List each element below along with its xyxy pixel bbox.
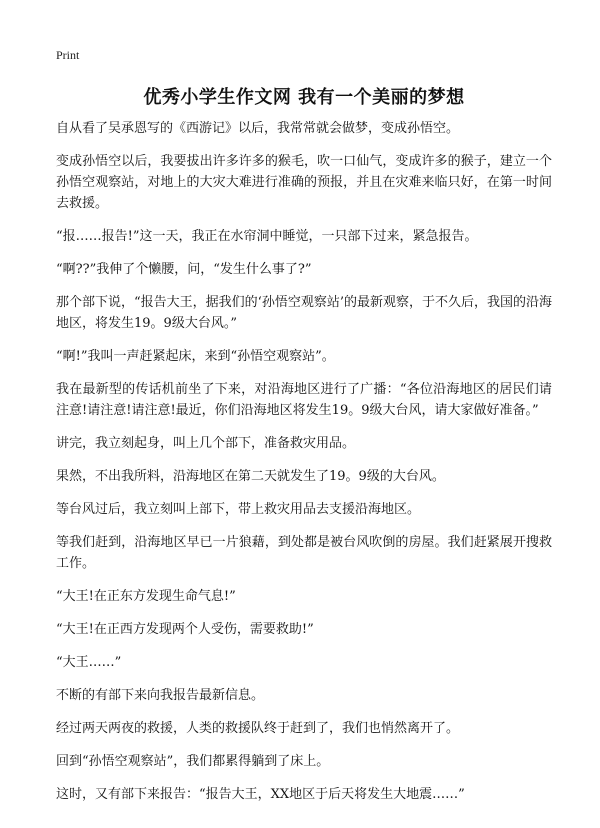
paragraph-16: 经过两天两夜的救援，人类的救援队终于赶到了，我们也悄然离开了。: [56, 721, 460, 736]
print-link[interactable]: Print: [56, 48, 80, 62]
article-body: [56, 118, 552, 805]
paragraph-14: “大王……”: [56, 655, 122, 670]
paragraph-1: 自从看了吴承恩写的《西游记》以后，我常常就会做梦，变成孙悟空。: [56, 121, 460, 136]
paragraph-9: 果然，不出我所料，沿海地区在第二天就发生了19。9级的大台风。: [56, 469, 445, 484]
paragraph-4: “啊??”我伸了个懒腰，问，“发生什么事了?”: [56, 262, 312, 277]
paragraph-15: 不断的有部下来向我报告最新信息。: [56, 688, 265, 703]
paragraph-8: 讲完，我立刻起身，叫上几个部下，准备救灾用品。: [56, 436, 356, 451]
paragraph-10: 等台风过后，我立刻叫上部下，带上救灾用品去支援沿海地区。: [56, 502, 421, 517]
paragraph-6: “啊!”我叫一声赶紧起床，来到“孙悟空观察站”。: [56, 349, 335, 364]
paragraph-2: 变成孙悟空以后，我要拔出许多许多的猴毛，吹一口仙气，变成许多的猴子，建立一个孙悟空观察站，对地上的大灾大难进行准确的预报，并且在灾难来临只好，在第一时间去救援。: [56, 154, 552, 211]
article-title: 优秀小学生作文网 我有一个美丽的梦想: [143, 87, 465, 108]
paragraph-3: “报……报告!”这一天，我正在水帘洞中睡觉，一只部下过来，紧急报告。: [56, 229, 478, 244]
paragraph-5: 那个部下说，“报告大王，据我们的‘孙悟空观察站’的最新观察，于不久后，我国的沿海地区，将发生19。9级大台风。”: [56, 295, 552, 331]
paragraph-11: 等我们赶到，沿海地区早已一片狼藉，到处都是被台风吹倒的房屋。我们赶紧展开搜救工作。: [56, 535, 552, 571]
paragraph-12: “大王!在正东方发现生命气息!”: [56, 589, 236, 604]
paragraph-13: “大王!在正西方发现两个人受伤，需要救助!”: [56, 622, 314, 637]
paragraph-18: 这时，又有部下来报告：“报告大王，XX地区于后天将发生大地震……”: [56, 787, 465, 802]
paragraph-17: 回到“孙悟空观察站”，我们都累得躺到了床上。: [56, 754, 330, 769]
paragraph-7: 我在最新型的传话机前坐了下来，对沿海地区进行了广播：“各位沿海地区的居民们请注意!请注意!请注意!最近，你们沿海地区将发生19。9级大台风，请大家做好准备。”: [56, 382, 552, 418]
